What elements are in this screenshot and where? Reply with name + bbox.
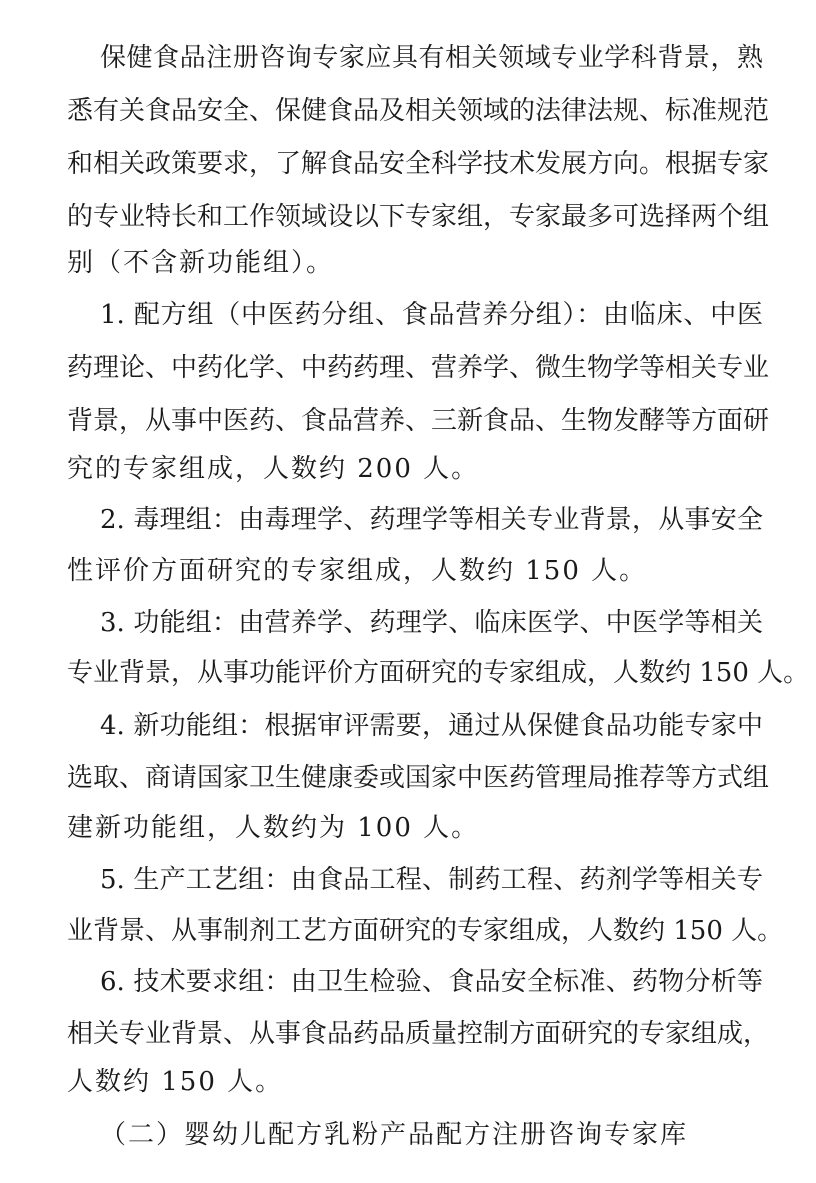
group5-line-1: 5. 生产工艺组：由食品工程、制药工程、药剂学等相关专: [100, 865, 763, 895]
group6-line-3: 人数约 150 人。: [67, 1067, 284, 1097]
group4-line-2: 选取、商请国家卫生健康委或国家中医药管理局推荐等方式组: [67, 763, 770, 793]
group2-line-1: 2. 毒理组：由毒理学、药理学等相关专业背景，从事安全: [100, 505, 763, 535]
group5-line-2: 业背景、从事制剂工艺方面研究的专家组成，人数约 150 人。: [67, 916, 784, 946]
group1-line-2: 药理论、中药化学、中药药理、营养学、微生物学等相关专业: [67, 353, 770, 383]
group1-line-4: 究的专家组成，人数约 200 人。: [67, 454, 480, 484]
group6-line-1: 6. 技术要求组：由卫生检验、食品安全标准、药物分析等: [100, 967, 763, 997]
group1-line-3: 背景，从事中医药、食品营养、三新食品、生物发酵等方面研: [67, 406, 770, 436]
section-heading: （二）婴幼儿配方乳粉产品配方注册咨询专家库: [100, 1120, 689, 1150]
group6-line-2: 相关专业背景、从事食品药品质量控制方面研究的专家组成，: [67, 1019, 770, 1049]
group2-line-2: 性评价方面研究的专家组成，人数约 150 人。: [67, 556, 648, 586]
group3-line-2: 专业背景，从事功能评价方面研究的专家组成，人数约 150 人。: [67, 658, 810, 688]
group4-line-1: 4. 新功能组：根据审评需要，通过从保健食品功能专家中: [100, 711, 763, 741]
intro-line-2: 悉有关食品安全、保健食品及相关领域的法律法规、标准规范: [67, 96, 770, 126]
group3-line-1: 3. 功能组：由营养学、药理学、临床医学、中医学等相关: [100, 608, 763, 638]
intro-line-3: 和相关政策要求，了解食品安全科学技术发展方向。根据专家: [67, 149, 770, 179]
intro-line-1: 保健食品注册咨询专家应具有相关领域专业学科背景，熟: [100, 43, 763, 73]
intro-line-5: 别（不含新功能组）。: [67, 248, 335, 278]
group1-line-1: 1. 配方组（中医药分组、食品营养分组）：由临床、中医: [100, 300, 763, 330]
group4-line-3: 建新功能组，人数约为 100 人。: [67, 813, 480, 843]
intro-line-4: 的专业特长和工作领域设以下专家组，专家最多可选择两个组: [67, 202, 770, 232]
